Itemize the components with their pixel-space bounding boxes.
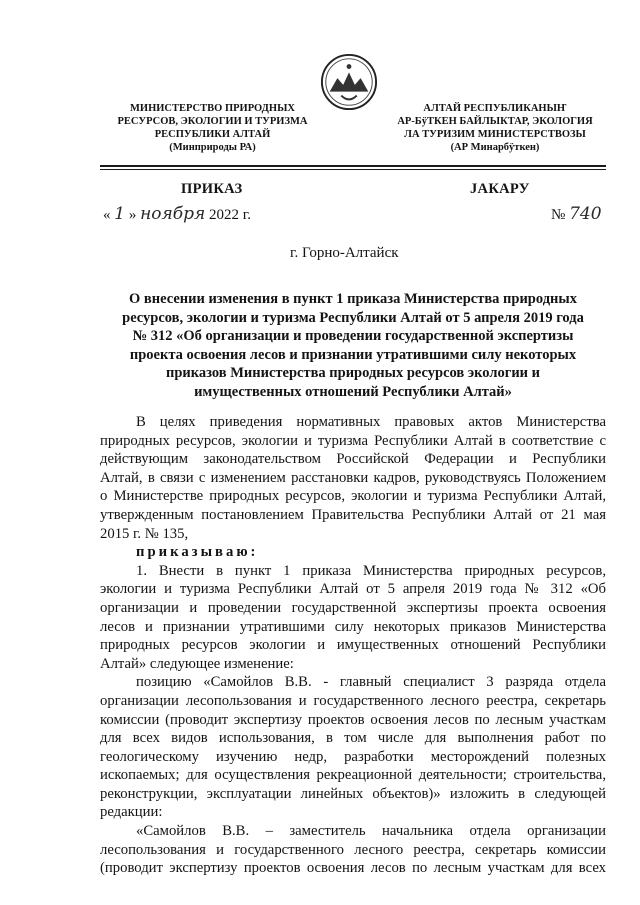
title-line: проекта освоения лесов и признании утратившими силу некоторых: [129, 346, 577, 363]
order-title: [100, 290, 606, 401]
title-line: имущественных отношений Республики Алтай»: [194, 383, 512, 400]
header-left-line: (Минприроды РА): [169, 142, 256, 153]
date-year: 2022 г.: [209, 207, 251, 223]
date-open-quote: «: [103, 207, 111, 223]
title-line: приказов Министерства природных ресурсов экологии и: [165, 365, 541, 381]
body-line: лесопользования и государственного лесного реестра, секретарь комиссии: [100, 841, 606, 858]
order-date: [103, 204, 251, 224]
body-line: В целях приведения нормативных правовых актов Министерства: [136, 414, 606, 430]
header-left-line: МИНИСТЕРСТВО ПРИРОДНЫХ: [130, 103, 295, 114]
title-line: О внесении изменения в пункт 1 приказа Министерства природных: [129, 291, 577, 307]
city: г. Горно-Алтайск: [290, 245, 399, 261]
doc-type-russian: ПРИКАЗ: [181, 181, 243, 197]
body-line: 2015 г. № 135,: [100, 525, 189, 542]
body-line: экологии и туризма Республики Алтай от 5 апреля 2019 года № 312 «Об: [100, 581, 606, 598]
date-close-quote: »: [128, 207, 137, 223]
body-line: для всех видов использования, в том числе для выполнения работ по: [100, 730, 606, 747]
body-line: лесов и признании утратившими силу некоторых приказов Министерства: [100, 618, 606, 635]
altai-republic-emblem: [320, 53, 378, 111]
body-line: (проводит экспертизу проектов освоения лесов по лесным участкам для всех: [100, 860, 606, 877]
body-line: утвержденным постановлением Правительства Республики Алтай от 21 мая: [100, 506, 606, 523]
date-day-handwritten: 1: [114, 204, 126, 224]
body-line: природных ресурсов, экологии и туризма Республики Алтай в соответствие с: [100, 432, 606, 449]
body-line: редакции:: [100, 804, 163, 821]
body-line: Алтай» следующее изменение:: [100, 655, 294, 672]
body-line: позицию «Самойлов В.В. - главный специалист 3 разряда отдела: [136, 674, 606, 691]
body-line: природных ресурсов экологии и имущественных отношений Республики: [100, 637, 606, 654]
header-left-line: РЕСПУБЛИКИ АЛТАЙ: [154, 129, 271, 140]
body-line: 1. Внести в пункт 1 приказа Министерства природных ресурсов,: [136, 562, 606, 579]
title-line: № 312 «Об организации и проведении государственной экспертизы: [132, 328, 574, 344]
header-right-line: ЛА ТУРИЗИМ МИНИСТЕРСТВОЗЫ: [404, 129, 586, 140]
body-line: приказываю:: [136, 544, 259, 561]
body-line: Алтай, в связи с изменением расстановки кадров, руководствуясь Положением: [100, 469, 606, 486]
body-line: комиссии (проводит экспертизу проектов освоения лесов по лесным участкам: [100, 711, 606, 728]
body-line: ископаемых; для осуществления рекреационной деятельности; строительства,: [100, 767, 606, 784]
date-month-handwritten: ноября: [140, 204, 206, 224]
body-line: действующим законодательством Российской Федерации и Республики: [100, 451, 606, 468]
number-handwritten: 740: [569, 204, 602, 224]
header-ministry-russian: [105, 102, 320, 154]
body-line: о Министерстве природных ресурсов, экологии и туризма Республики Алтай,: [100, 488, 606, 505]
header-left-line: РЕСУРСОВ, ЭКОЛОГИИ И ТУРИЗМА: [117, 116, 308, 127]
title-line: ресурсов, экологии и туризма Республики Алтай от 5 апреля 2019 года: [122, 309, 584, 326]
body-line: организации и проведении государственной экспертизы проекта освоения: [100, 599, 606, 616]
header-ministry-altai: [380, 102, 610, 154]
body-line: «Самойлов В.В. – заместитель начальника отдела организации: [136, 823, 606, 840]
header-right-line: (АР Минарбÿткен): [450, 142, 540, 153]
doc-type-altai: JАКАРУ: [470, 181, 530, 197]
header-divider-thick: [100, 165, 606, 167]
header-divider-thin: [100, 169, 606, 170]
header-right-line: АЛТАЙ РЕСПУБЛИКАНЫҤ: [423, 103, 567, 114]
body-line: организации лесопользования и государственного лесного реестра, секретарь: [100, 692, 606, 709]
order-body: [100, 413, 606, 878]
body-line: геологическому изучению недр, разработки месторождений полезных: [100, 748, 606, 765]
order-number: [551, 204, 602, 224]
number-prefix: №: [551, 207, 566, 223]
header-right-line: АР-БÿТКЕН БАЙЛЫКТАР, ЭКОЛОГИЯ: [397, 116, 593, 127]
body-line: реконструкции, эксплуатации линейных объектов)» изложить в следующей: [100, 785, 606, 802]
